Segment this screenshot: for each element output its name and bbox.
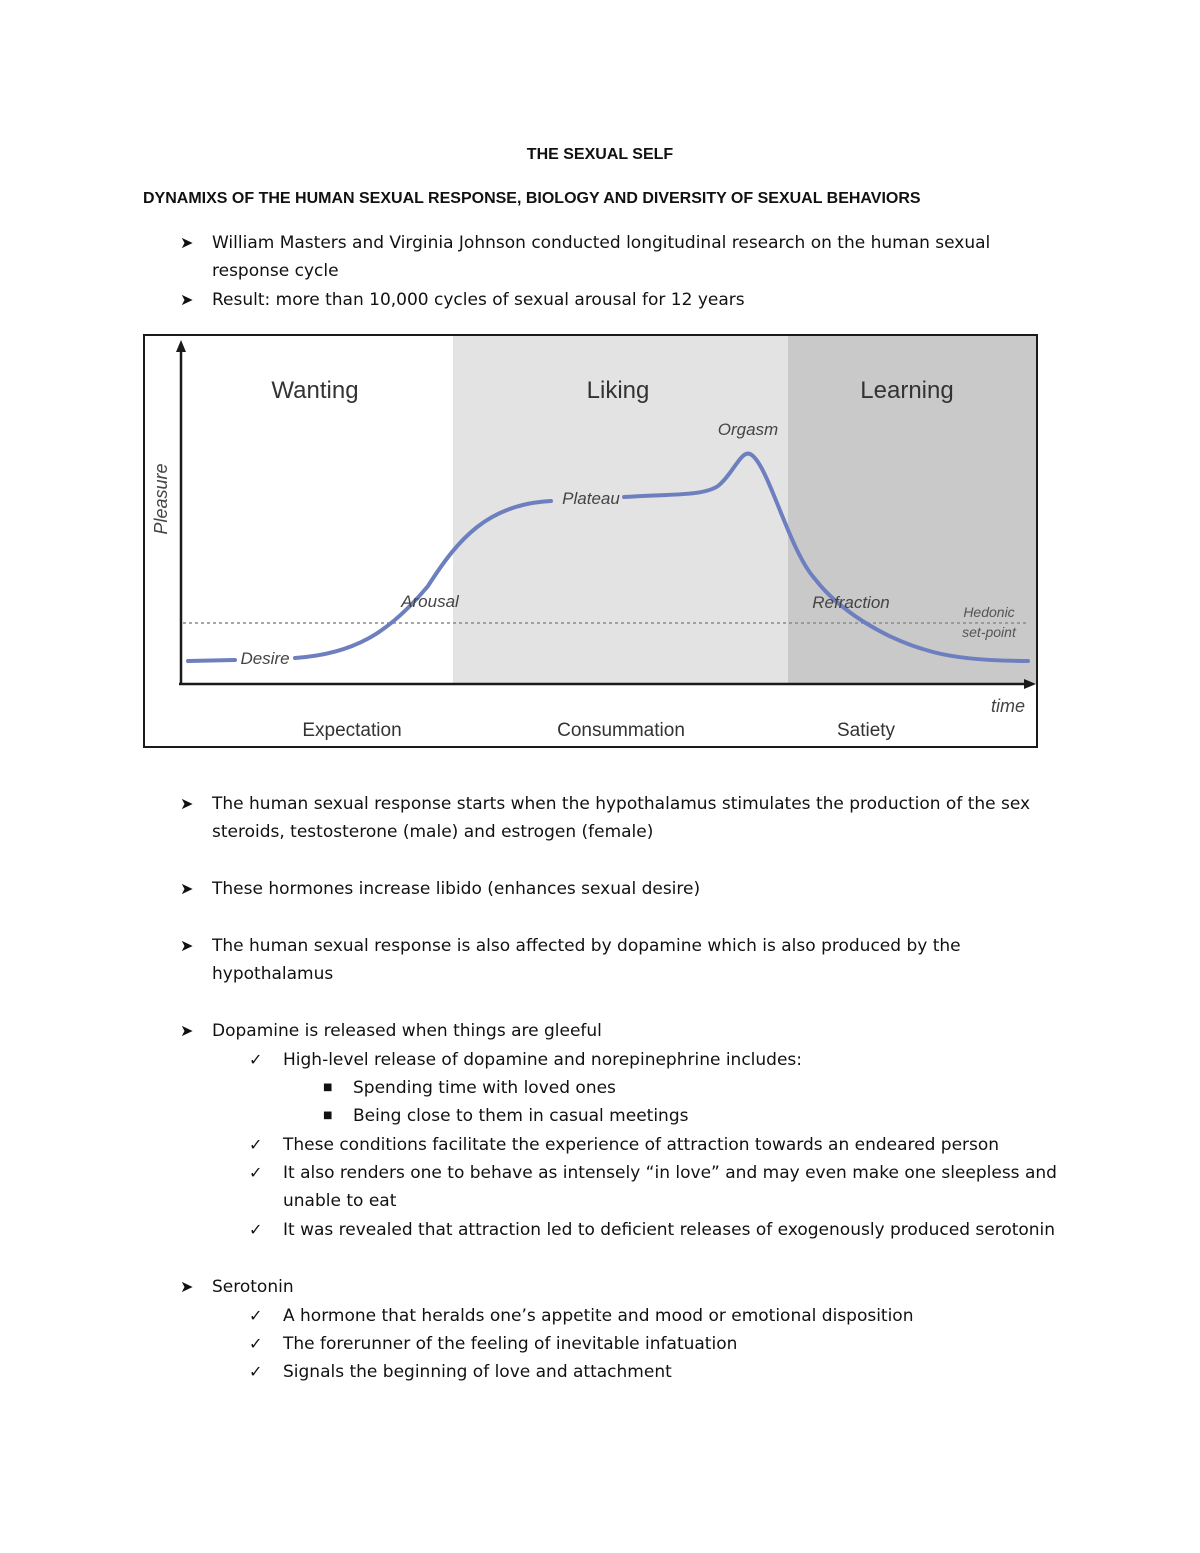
checkmark-icon: ✓ (249, 1306, 263, 1325)
bullet-item (180, 1017, 1072, 1045)
check-item (249, 1216, 1073, 1244)
page-title: THE SEXUAL SELF (526, 146, 674, 163)
check-item (249, 1302, 1073, 1330)
arrowhead-bullet-icon: ➤ (180, 794, 194, 813)
bottom-label-consummation: Consummation (557, 720, 685, 741)
bullet-item (180, 1273, 1072, 1301)
response-curve-desire (188, 660, 235, 661)
checkmark-icon: ✓ (249, 1334, 263, 1353)
check-text: High-level release of dopamine and norepinephrine includes: (283, 1050, 803, 1070)
x-axis-label: time (990, 696, 1026, 716)
checkmark-icon: ✓ (249, 1220, 263, 1239)
arrowhead-bullet-icon: ➤ (180, 290, 194, 309)
phase-label-learning: Learning (860, 377, 954, 404)
check-text: The forerunner of the feeling of inevitable infatuation (283, 1334, 738, 1354)
arrowhead-bullet-icon: ➤ (180, 936, 194, 955)
check-item (249, 1159, 1073, 1215)
curve-label-plateau: Plateau (562, 489, 620, 508)
check-text: It also renders one to behave as intensely “in love” and may even make one sleepless and unable to eat (283, 1163, 1057, 1211)
phase-label-wanting: Wanting (271, 377, 359, 404)
bottom-label-satiety: Satiety (836, 720, 896, 741)
curve-label-refraction: Refraction (812, 593, 890, 612)
sub-item (323, 1102, 1073, 1130)
bullet-item (180, 875, 1072, 903)
section-heading: DYNAMIXS OF THE HUMAN SEXUAL RESPONSE, BIOLOGY AND DIVERSITY OF SEXUAL BEHAVIORS (143, 190, 921, 207)
check-text: It was revealed that attraction led to deficient releases of exogenously produced serotonin (283, 1220, 1056, 1240)
bullet-text: The human sexual response starts when the hypothalamus stimulates the production of the sex steroids, testosterone (male) and estrogen (female) (212, 794, 1031, 842)
bullet-text: William Masters and Virginia Johnson conducted longitudinal research on the human sexual response cycle (212, 233, 991, 281)
bullet-item (180, 932, 1072, 988)
sub-item-text: Being close to them in casual meetings (353, 1106, 689, 1126)
arrowhead-bullet-icon: ➤ (180, 233, 194, 252)
curve-label-desire: Desire (240, 649, 290, 668)
curve-label-hedonic: Hedonic (963, 604, 1015, 620)
sexual-response-figure (143, 334, 1038, 748)
bullet-text: The human sexual response is also affected by dopamine which is also produced by the hypothalamus (212, 936, 961, 984)
square-bullet-icon: ■ (323, 1110, 333, 1121)
bullet-text: Serotonin (212, 1277, 294, 1297)
sub-item (323, 1074, 1073, 1102)
y-axis-label: Pleasure (151, 463, 171, 535)
arrowhead-bullet-icon: ➤ (180, 879, 194, 898)
check-text: Signals the beginning of love and attachment (283, 1362, 672, 1382)
check-item (249, 1330, 1073, 1358)
curve-label-orgasm: Orgasm (717, 420, 779, 439)
checkmark-icon: ✓ (249, 1163, 263, 1182)
square-bullet-icon: ■ (323, 1082, 333, 1093)
bottom-label-expectation: Expectation (302, 720, 402, 741)
check-text: These conditions facilitate the experience of attraction towards an endeared person (283, 1135, 1000, 1155)
checkmark-icon: ✓ (249, 1135, 263, 1154)
check-item (249, 1046, 1073, 1074)
bullet-text: Result: more than 10,000 cycles of sexual arousal for 12 years (212, 290, 745, 310)
bullet-text: These hormones increase libido (enhances sexual desire) (212, 879, 701, 899)
bullet-item (180, 790, 1072, 846)
arrowhead-bullet-icon: ➤ (180, 1277, 194, 1296)
figure-svg (143, 334, 1038, 748)
curve-label-set-point: set-point (962, 624, 1016, 640)
bullet-text: Dopamine is released when things are gleeful (212, 1021, 602, 1041)
bullet-item (180, 229, 1072, 285)
check-item (249, 1358, 1073, 1386)
check-text: A hormone that heralds one’s appetite and mood or emotional disposition (283, 1306, 914, 1326)
bullet-item (180, 286, 1072, 314)
sub-item-text: Spending time with loved ones (353, 1078, 616, 1098)
checkmark-icon: ✓ (249, 1050, 263, 1069)
curve-label-arousal: Arousal (401, 592, 459, 611)
check-item (249, 1131, 1073, 1159)
arrowhead-bullet-icon: ➤ (180, 1021, 194, 1040)
checkmark-icon: ✓ (249, 1362, 263, 1381)
phase-label-liking: Liking (586, 377, 650, 404)
